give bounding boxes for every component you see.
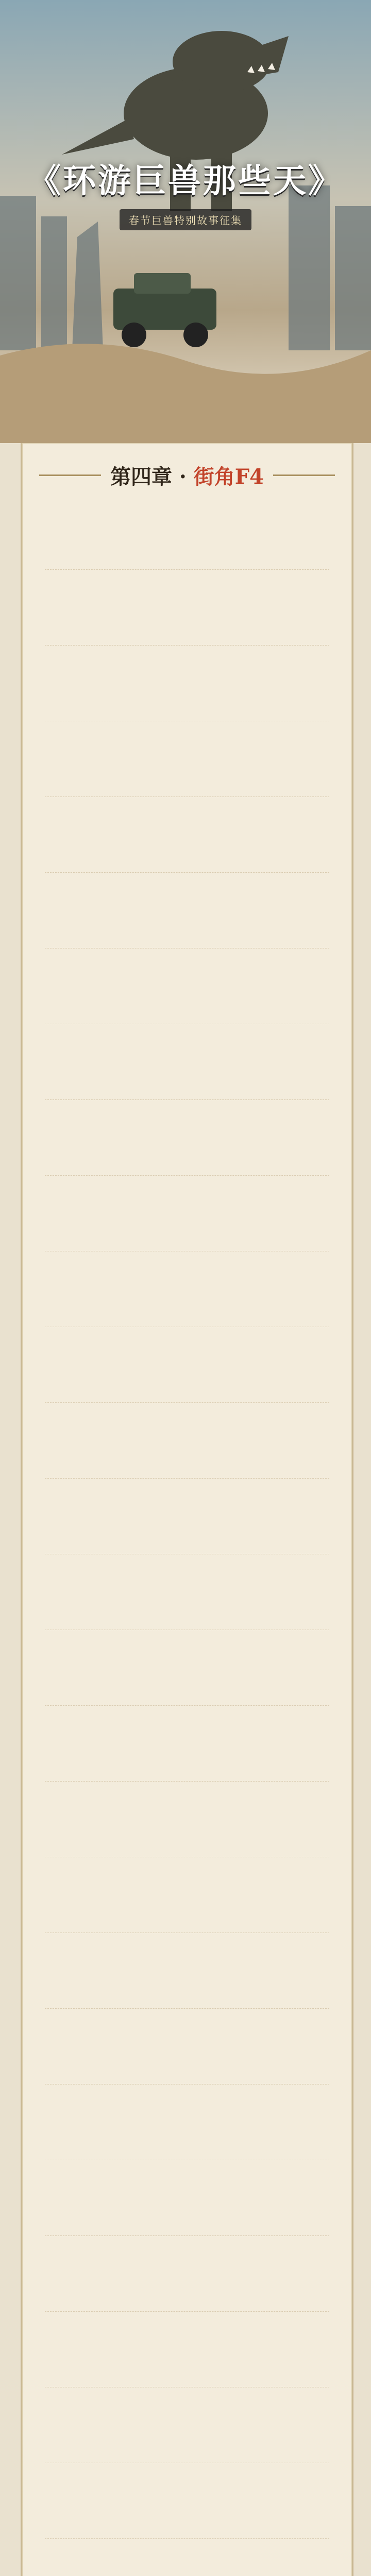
- story-paragraph: [45, 2552, 329, 2576]
- tagline-text: 春节巨兽特别故事征集: [129, 214, 242, 227]
- event-tagline: [120, 209, 251, 230]
- story-paragraph: [45, 1038, 329, 1100]
- story-paragraph: [45, 1568, 329, 1630]
- story-paragraph: [45, 2098, 329, 2160]
- chapter-rule-right: [273, 474, 335, 476]
- chapter-number: 第四章 ·: [110, 465, 194, 489]
- story-paragraph: [45, 2174, 329, 2236]
- story-section-1: [22, 507, 352, 2576]
- hero-banner: [0, 0, 371, 443]
- story-paragraph: [45, 1416, 329, 1479]
- story-paragraph: [45, 1113, 329, 1176]
- chapter-rule-left: [39, 474, 101, 476]
- story-paragraph: [45, 1189, 329, 1251]
- story-paragraph: [45, 583, 329, 646]
- story-paragraph: [45, 507, 329, 570]
- story-paragraph: [45, 2022, 329, 2084]
- story-paragraph: [45, 2325, 329, 2387]
- story-content: [21, 443, 353, 2576]
- chapter-title: [110, 461, 264, 490]
- title-plate: [21, 155, 350, 230]
- story-paragraph: [45, 962, 329, 1024]
- story-paragraph: [45, 659, 329, 721]
- story-paragraph: [45, 1643, 329, 1706]
- story-paragraph: [45, 1719, 329, 1782]
- story-paragraph: [45, 1341, 329, 1403]
- chapter-heading: [22, 461, 352, 490]
- story-paragraph: [45, 2477, 329, 2539]
- story-paragraph: [45, 1946, 329, 2009]
- story-paragraph: [45, 2249, 329, 2312]
- chapter-name: 街角F4: [193, 465, 264, 489]
- story-paragraph: [45, 1265, 329, 1327]
- story-paragraph: [45, 1871, 329, 1933]
- rubble-ground: [0, 344, 371, 443]
- story-paragraph: [45, 735, 329, 797]
- story-paragraph: [45, 886, 329, 948]
- story-paragraph: [45, 2401, 329, 2463]
- armored-vehicle: [113, 273, 216, 347]
- story-title: 《环游巨兽那些天》: [28, 162, 343, 200]
- story-paragraph: [45, 810, 329, 873]
- story-paragraph: [45, 1795, 329, 1857]
- story-paragraph: [45, 1492, 329, 1554]
